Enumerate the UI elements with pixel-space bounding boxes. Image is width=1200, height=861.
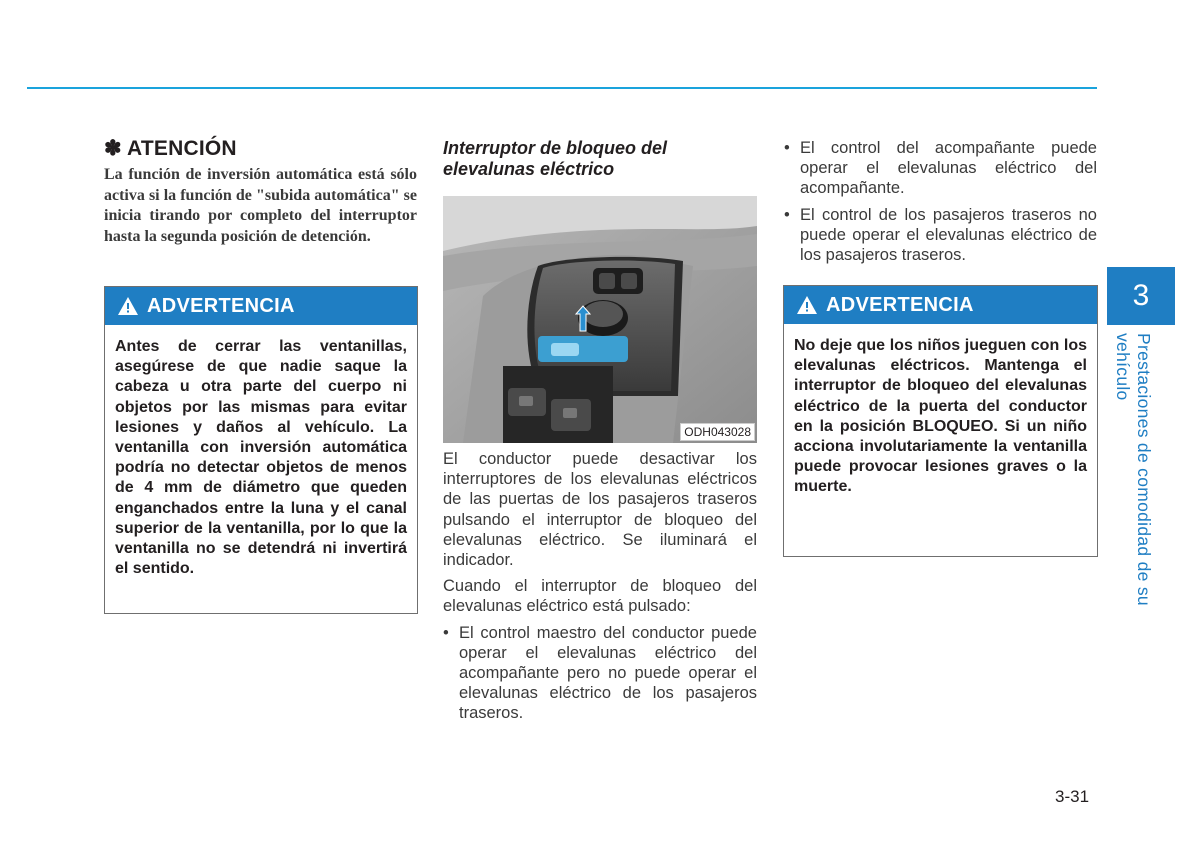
- caution-block: [104, 136, 417, 247]
- warning-body-left: Antes de cerrar las ventanillas, asegúrese de que nadie saque la cabeza u otra parte del cuerpo ni objetos por las mismas para evitar lesiones y daños al vehículo. La ventanilla con inversión automática podría no detectar objetos de menos de 4 mm de diámetro que queden enganchados entre la luna y el canal superior de la ventanilla, por lo que la ventanilla no se detendrá ni invertirá el sentido.: [115, 338, 407, 578]
- warning-box-right: [783, 285, 1098, 557]
- section-paragraph-2: Cuando el interruptor de bloqueo del elevalunas eléctrico está pulsado:: [443, 577, 757, 616]
- bullet-text: El control de los pasajeros traseros no puede operar el elevalunas eléctrico de los pasajeros traseros.: [800, 205, 1097, 265]
- door-panel-illustration: [443, 196, 757, 443]
- bullet-list-1: [443, 623, 757, 724]
- caution-body: La función de inversión automática está sólo activa si la función de "subida automática" se inicia tirando por completo del interruptor hasta la segunda posición de detención.: [104, 166, 417, 245]
- caution-title: ✽ ATENCIÓN: [104, 137, 237, 160]
- list-item: [784, 205, 1097, 266]
- section-paragraph-1: El conductor puede desactivar los interruptores de los elevalunas eléctricos de las puertas de los pasajeros traseros pulsando el interruptor de bloqueo del elevalunas eléctrico. Se iluminará el indicador.: [443, 450, 757, 570]
- section-body: [443, 449, 757, 730]
- chapter-tab: 3: [1107, 267, 1175, 325]
- chapter-title: Prestaciones de comodidad de su vehículo: [1113, 333, 1154, 606]
- list-item: [443, 623, 757, 724]
- section-title: Interruptor de bloqueo del elevalunas eléctrico: [443, 138, 667, 179]
- warning-box-left: [104, 286, 418, 614]
- warning-label: ADVERTENCIA: [826, 293, 974, 316]
- warning-triangle-icon: [796, 295, 818, 315]
- bullet-list-2: [784, 138, 1097, 265]
- header-rule: [27, 87, 1097, 89]
- bullet-mark: •: [784, 205, 790, 224]
- section-header: [443, 138, 757, 180]
- warning-header-left: [105, 287, 417, 325]
- page-number: 3-31: [1055, 787, 1090, 806]
- warning-header-right: [784, 286, 1097, 324]
- image-code-label: ODH043028: [680, 423, 755, 441]
- list-item: [784, 138, 1097, 199]
- bullet-text: El control del acompañante puede operar el elevalunas eléctrico del acompañante.: [800, 139, 1097, 198]
- section-continued: [784, 138, 1097, 271]
- warning-label: ADVERTENCIA: [147, 294, 295, 317]
- warning-triangle-icon: [117, 296, 139, 316]
- bullet-mark: •: [443, 623, 449, 642]
- bullet-text: El control maestro del conductor puede operar el elevalunas eléctrico del acompañante pero no puede operar el elevalunas eléctrico de los pasajeros traseros.: [459, 623, 757, 723]
- power-window-lock-switch-photo: [443, 196, 757, 443]
- warning-body-right: No deje que los niños jueguen con los elevalunas eléctricos. Mantenga el interruptor de bloqueo del elevalunas eléctrico de la puerta del conductor en la posición BLOQUEO. Si un niño acciona involutariamente la ventanilla puede provocar lesiones graves o la muerte.: [794, 337, 1087, 496]
- bullet-mark: •: [784, 139, 790, 157]
